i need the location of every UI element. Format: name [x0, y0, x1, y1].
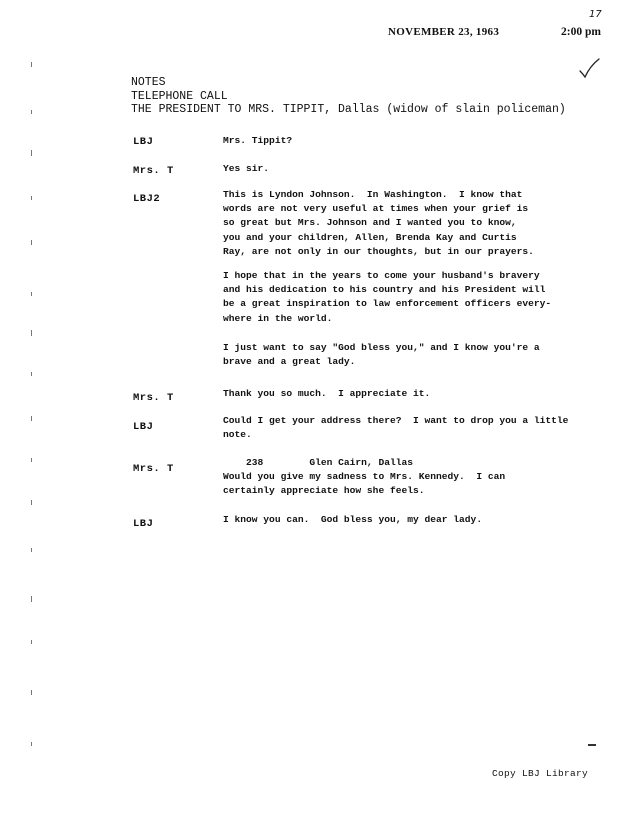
- margin-speck: [31, 330, 32, 336]
- speech-line: certainly appreciate how she feels.: [223, 485, 425, 497]
- speech-line: I just want to say "God bless you," and I know you're a: [223, 342, 540, 353]
- page-mark: [588, 744, 596, 746]
- speaker-label: LBJ: [133, 136, 154, 148]
- speech-line: Would you give my sadness to Mrs. Kennedy. I can: [223, 471, 506, 483]
- margin-speck: [31, 596, 32, 602]
- speaker-label: Mrs. T: [133, 165, 174, 177]
- header-notes: NOTES: [131, 76, 166, 89]
- header-subject: THE PRESIDENT TO MRS. TIPPIT, Dallas (widow of slain policeman): [131, 103, 566, 116]
- speaker-label: LBJ: [133, 518, 154, 530]
- margin-speck: [31, 110, 32, 114]
- speaker-label: Mrs. T: [133, 392, 174, 404]
- speech-line: you and your children, Allen, Brenda Kay and Curtis: [223, 231, 517, 243]
- call-time: 2:00 pm: [561, 26, 601, 38]
- margin-speck: [31, 196, 32, 200]
- speech-block: [223, 188, 583, 259]
- speech-block: [223, 341, 583, 369]
- speech-line: Could I get your address there? I want to drop you a little: [223, 415, 569, 426]
- margin-speck: [31, 62, 32, 67]
- speech-block: [223, 387, 583, 401]
- margin-speck: [31, 690, 32, 695]
- speech-line: words are not very useful at times when your grief is: [223, 203, 529, 215]
- speech-line: 238 Glen Cairn, Dallas: [223, 457, 413, 468]
- speech-block: [223, 269, 583, 326]
- margin-speck: [31, 458, 32, 462]
- speaker-label: Mrs. T: [133, 463, 174, 475]
- speech-line: Yes sir.: [223, 163, 270, 174]
- speech-line: brave and a great lady.: [223, 356, 356, 368]
- speech-line: Mrs. Tippit?: [223, 135, 293, 146]
- margin-speck: [31, 548, 32, 552]
- check-mark-icon: [578, 57, 600, 79]
- speech-block: [223, 513, 583, 527]
- time-annotation: 17: [589, 9, 602, 20]
- speech-block: [223, 134, 583, 148]
- speech-line: I hope that in the years to come your husband's bravery: [223, 270, 540, 281]
- speech-line: Ray, are not only in our thoughts, but in our prayers.: [223, 245, 534, 257]
- speech-line: note.: [223, 429, 252, 441]
- library-footer: Copy LBJ Library: [492, 768, 589, 779]
- margin-speck: [31, 240, 32, 245]
- speech-line: so great but Mrs. Johnson and I wanted you to know,: [223, 217, 517, 229]
- speech-block: [223, 162, 583, 176]
- margin-speck: [31, 640, 32, 644]
- margin-speck: [31, 500, 32, 505]
- speaker-label: LBJ: [133, 421, 154, 433]
- header-telephone-call: TELEPHONE CALL: [131, 89, 228, 103]
- speaker-label: LBJ2: [133, 193, 161, 205]
- speech-line: Thank you so much. I appreciate it.: [223, 388, 431, 399]
- document-date: NOVEMBER 23, 1963: [388, 26, 500, 38]
- margin-speck: [31, 150, 32, 156]
- speech-line: be a great inspiration to law enforcement officers every-: [223, 298, 552, 310]
- speech-block: [223, 456, 583, 499]
- margin-speck: [31, 372, 32, 376]
- speech-line: This is Lyndon Johnson. In Washington. I know that: [223, 189, 523, 200]
- margin-speck: [31, 416, 32, 421]
- speech-line: I know you can. God bless you, my dear lady.: [223, 514, 483, 525]
- speech-line: where in the world.: [223, 312, 333, 324]
- margin-speck: [31, 292, 32, 296]
- speech-line: and his dedication to his country and his President will: [223, 284, 546, 296]
- document-header: [131, 76, 566, 117]
- speech-block: [223, 414, 583, 442]
- margin-speck: [31, 742, 32, 746]
